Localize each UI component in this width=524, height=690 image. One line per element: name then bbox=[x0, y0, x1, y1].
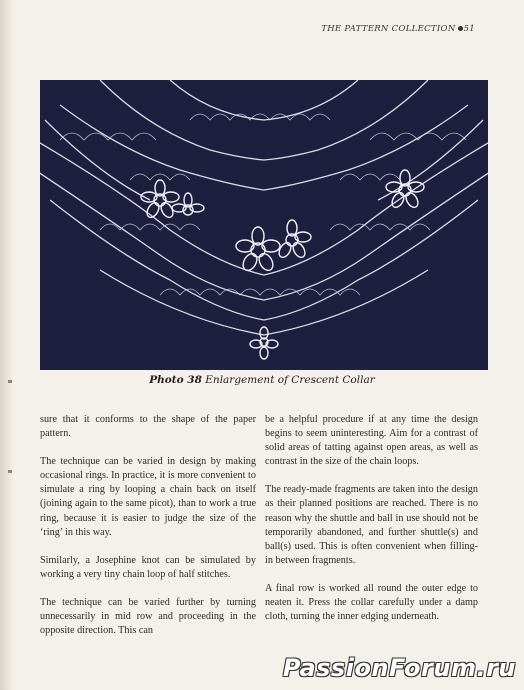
running-header bbox=[321, 24, 475, 34]
photo-label: Photo 38 bbox=[149, 374, 202, 386]
paragraph: The technique can be varied in design by making occasional rings. In practice, it is more convenient to simulate a ring by looping a chain back on itself (joining again to the same picot), than to work a true ring, because it is easier to judge the size of the ‘ring’ in this way. bbox=[40, 456, 256, 538]
paragraph: sure that it conforms to the shape of the paper pattern. bbox=[40, 414, 256, 440]
paragraph: A final row is worked all round the outer edge to neaten it. Press the collar carefully under a damp cloth, turning the inner edging underneath. bbox=[265, 582, 478, 623]
paragraph: The ready-made fragments are taken into the design as their planned positions are reached. There is no reason why the shuttle and ball in use should not be temporarily abandoned, and further shuttle(s) and ball(s) used. This is often convenient when filling-in between fragments. bbox=[265, 484, 478, 566]
book-spine-shadow bbox=[0, 0, 14, 690]
photo-caption bbox=[0, 374, 524, 386]
bullet-icon bbox=[458, 26, 463, 31]
lace-photo bbox=[40, 80, 488, 370]
page-number: 51 bbox=[463, 24, 475, 34]
site-watermark: PassionForum.ru bbox=[282, 654, 516, 682]
paragraph: Similarly, a Josephine knot can be simulated by working a very tiny chain loop of half stitches. bbox=[40, 554, 256, 580]
paragraph: be a helpful procedure if at any time the design begins to seem uninteresting. Aim for a contrast of solid areas of tatting against open areas, as well as contrast in the size of the chain loops. bbox=[265, 414, 478, 468]
collection-title: THE PATTERN COLLECTION bbox=[321, 24, 456, 34]
left-column bbox=[40, 413, 256, 652]
paragraph: The technique can be varied further by turning unnecessarily in mid row and proceeding in the opposite direction. This can bbox=[40, 596, 256, 637]
margin-mark bbox=[8, 470, 12, 473]
photo-caption-text: Enlargement of Crescent Collar bbox=[205, 374, 375, 386]
right-column bbox=[265, 413, 478, 638]
